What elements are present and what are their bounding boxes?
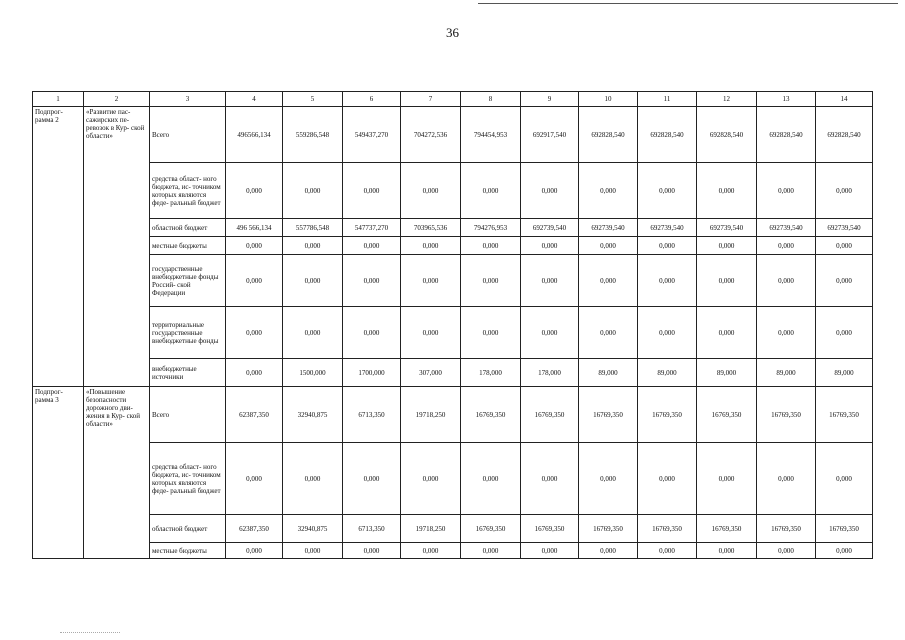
- value-cell: 16769,350: [757, 387, 816, 443]
- header-cell: 5: [283, 92, 343, 107]
- value-cell: 32940,875: [283, 387, 343, 443]
- value-cell: 62387,350: [226, 387, 283, 443]
- value-cell: 0,000: [816, 255, 873, 307]
- value-cell: 692828,540: [638, 107, 697, 163]
- subprogram-name: «Развитие пас- сажирских пе- ревозок в Кур- ской области»: [84, 107, 150, 387]
- table-row: [33, 219, 873, 237]
- header-cell: 13: [757, 92, 816, 107]
- value-cell: 0,000: [401, 543, 461, 559]
- value-cell: 0,000: [226, 543, 283, 559]
- value-cell: 547737,270: [343, 219, 401, 237]
- value-cell: 16769,350: [816, 387, 873, 443]
- value-cell: 692917,540: [521, 107, 579, 163]
- value-cell: 0,000: [343, 255, 401, 307]
- value-cell: 307,000: [401, 359, 461, 387]
- value-cell: 0,000: [401, 255, 461, 307]
- value-cell: 0,000: [757, 255, 816, 307]
- value-cell: 0,000: [757, 543, 816, 559]
- value-cell: 0,000: [521, 543, 579, 559]
- value-cell: 0,000: [521, 443, 579, 515]
- header-cell: 10: [579, 92, 638, 107]
- value-cell: 6713,350: [343, 387, 401, 443]
- value-cell: 16769,350: [697, 515, 757, 543]
- header-cell: 14: [816, 92, 873, 107]
- value-cell: 692739,540: [521, 219, 579, 237]
- value-cell: 16769,350: [638, 515, 697, 543]
- value-cell: 0,000: [816, 307, 873, 359]
- value-cell: 16769,350: [521, 387, 579, 443]
- value-cell: 0,000: [521, 163, 579, 219]
- value-cell: 794454,953: [461, 107, 521, 163]
- value-cell: 0,000: [461, 543, 521, 559]
- value-cell: 0,000: [343, 237, 401, 255]
- table-row: [33, 543, 873, 559]
- value-cell: 0,000: [283, 443, 343, 515]
- value-cell: 89,000: [638, 359, 697, 387]
- value-cell: 692828,540: [697, 107, 757, 163]
- header-cell: 7: [401, 92, 461, 107]
- value-cell: 89,000: [579, 359, 638, 387]
- subprogram-code: Подпрог- рамма 3: [33, 387, 84, 559]
- value-cell: 703965,536: [401, 219, 461, 237]
- value-cell: 0,000: [697, 307, 757, 359]
- value-cell: 0,000: [638, 163, 697, 219]
- value-cell: 692739,540: [579, 219, 638, 237]
- value-cell: 0,000: [343, 163, 401, 219]
- table-row: [33, 107, 873, 163]
- value-cell: 0,000: [638, 237, 697, 255]
- funding-source-label: местные бюджеты: [150, 543, 226, 559]
- value-cell: 0,000: [401, 443, 461, 515]
- value-cell: 0,000: [283, 543, 343, 559]
- header-row: [33, 92, 873, 107]
- value-cell: 0,000: [521, 255, 579, 307]
- funding-source-label: областной бюджет: [150, 219, 226, 237]
- subprogram-code: Подпрог- рамма 2: [33, 107, 84, 387]
- value-cell: 16769,350: [579, 387, 638, 443]
- value-cell: 89,000: [816, 359, 873, 387]
- value-cell: 16769,350: [757, 515, 816, 543]
- table-row: [33, 163, 873, 219]
- value-cell: 178,000: [521, 359, 579, 387]
- value-cell: 1700,000: [343, 359, 401, 387]
- table-row: [33, 387, 873, 443]
- table-row: [33, 515, 873, 543]
- header-cell: 2: [84, 92, 150, 107]
- value-cell: 0,000: [816, 237, 873, 255]
- value-cell: 496566,134: [226, 107, 283, 163]
- value-cell: 0,000: [343, 443, 401, 515]
- value-cell: 0,000: [579, 237, 638, 255]
- value-cell: 557786,548: [283, 219, 343, 237]
- value-cell: 178,000: [461, 359, 521, 387]
- table-row: [33, 307, 873, 359]
- value-cell: 19718,250: [401, 387, 461, 443]
- value-cell: 1500,000: [283, 359, 343, 387]
- value-cell: 0,000: [579, 307, 638, 359]
- value-cell: 16769,350: [521, 515, 579, 543]
- value-cell: 0,000: [579, 543, 638, 559]
- top-rule: [478, 3, 898, 4]
- budget-table: [32, 91, 873, 559]
- value-cell: 0,000: [638, 255, 697, 307]
- value-cell: 0,000: [521, 307, 579, 359]
- header-cell: 4: [226, 92, 283, 107]
- table-row: [33, 443, 873, 515]
- funding-source-label: местные бюджеты: [150, 237, 226, 255]
- header-cell: 6: [343, 92, 401, 107]
- value-cell: 0,000: [816, 443, 873, 515]
- value-cell: 0,000: [461, 163, 521, 219]
- value-cell: 0,000: [638, 443, 697, 515]
- value-cell: 0,000: [226, 359, 283, 387]
- value-cell: 0,000: [697, 255, 757, 307]
- header-cell: 8: [461, 92, 521, 107]
- funding-source-label: государственные внебюджетные фонды Россий- ской Федерации: [150, 255, 226, 307]
- funding-source-label: Всего: [150, 107, 226, 163]
- value-cell: 6713,350: [343, 515, 401, 543]
- funding-source-label: внебюджетные источники: [150, 359, 226, 387]
- value-cell: 0,000: [521, 237, 579, 255]
- value-cell: 692828,540: [579, 107, 638, 163]
- value-cell: 0,000: [343, 543, 401, 559]
- value-cell: 19718,250: [401, 515, 461, 543]
- value-cell: 704272,536: [401, 107, 461, 163]
- value-cell: 0,000: [638, 307, 697, 359]
- value-cell: 0,000: [757, 443, 816, 515]
- value-cell: 692739,540: [697, 219, 757, 237]
- value-cell: 0,000: [757, 307, 816, 359]
- value-cell: 692739,540: [638, 219, 697, 237]
- value-cell: 89,000: [697, 359, 757, 387]
- value-cell: 692828,540: [757, 107, 816, 163]
- value-cell: 0,000: [283, 307, 343, 359]
- value-cell: 0,000: [226, 255, 283, 307]
- value-cell: 0,000: [226, 443, 283, 515]
- value-cell: 0,000: [579, 255, 638, 307]
- funding-source-label: средства област- ного бюджета, ис- точником которых являются феде- ральный бюджет: [150, 163, 226, 219]
- header-cell: 11: [638, 92, 697, 107]
- page-number: 36: [446, 25, 459, 40]
- value-cell: 0,000: [697, 443, 757, 515]
- value-cell: 0,000: [638, 543, 697, 559]
- value-cell: 0,000: [283, 255, 343, 307]
- value-cell: 32940,875: [283, 515, 343, 543]
- value-cell: 89,000: [757, 359, 816, 387]
- value-cell: 0,000: [461, 307, 521, 359]
- value-cell: 0,000: [697, 543, 757, 559]
- funding-source-label: областной бюджет: [150, 515, 226, 543]
- value-cell: 0,000: [816, 163, 873, 219]
- value-cell: 692828,540: [816, 107, 873, 163]
- value-cell: 0,000: [461, 237, 521, 255]
- value-cell: 692739,540: [816, 219, 873, 237]
- value-cell: 0,000: [461, 255, 521, 307]
- value-cell: 559286,548: [283, 107, 343, 163]
- header-cell: 1: [33, 92, 84, 107]
- value-cell: 496 566,134: [226, 219, 283, 237]
- value-cell: 62387,350: [226, 515, 283, 543]
- value-cell: 0,000: [226, 237, 283, 255]
- subprogram-name: «Повышение безопасности дорожного дви- жения в Кур- ской области»: [84, 387, 150, 559]
- value-cell: 16769,350: [638, 387, 697, 443]
- funding-source-label: территориальные государственные внебюджетные фонды: [150, 307, 226, 359]
- value-cell: 16769,350: [697, 387, 757, 443]
- value-cell: 692739,540: [757, 219, 816, 237]
- value-cell: 0,000: [757, 237, 816, 255]
- scan-artifact: [60, 632, 120, 633]
- value-cell: 0,000: [343, 307, 401, 359]
- value-cell: 0,000: [283, 163, 343, 219]
- value-cell: 0,000: [226, 307, 283, 359]
- header-cell: 12: [697, 92, 757, 107]
- value-cell: 0,000: [757, 163, 816, 219]
- funding-source-label: средства област- ного бюджета, ис- точником которых являются феде- ральный бюджет: [150, 443, 226, 515]
- value-cell: 0,000: [401, 307, 461, 359]
- value-cell: 0,000: [401, 237, 461, 255]
- value-cell: 794276,953: [461, 219, 521, 237]
- value-cell: 16769,350: [461, 387, 521, 443]
- value-cell: 0,000: [697, 163, 757, 219]
- value-cell: 0,000: [283, 237, 343, 255]
- value-cell: 0,000: [697, 237, 757, 255]
- value-cell: 0,000: [579, 163, 638, 219]
- header-cell: 9: [521, 92, 579, 107]
- value-cell: 0,000: [461, 443, 521, 515]
- value-cell: 16769,350: [816, 515, 873, 543]
- header-cell: 3: [150, 92, 226, 107]
- value-cell: 0,000: [226, 163, 283, 219]
- value-cell: 549437,270: [343, 107, 401, 163]
- table-row: [33, 359, 873, 387]
- table-row: [33, 255, 873, 307]
- table-row: [33, 237, 873, 255]
- value-cell: 0,000: [401, 163, 461, 219]
- value-cell: 16769,350: [579, 515, 638, 543]
- value-cell: 0,000: [816, 543, 873, 559]
- value-cell: 0,000: [579, 443, 638, 515]
- funding-source-label: Всего: [150, 387, 226, 443]
- value-cell: 16769,350: [461, 515, 521, 543]
